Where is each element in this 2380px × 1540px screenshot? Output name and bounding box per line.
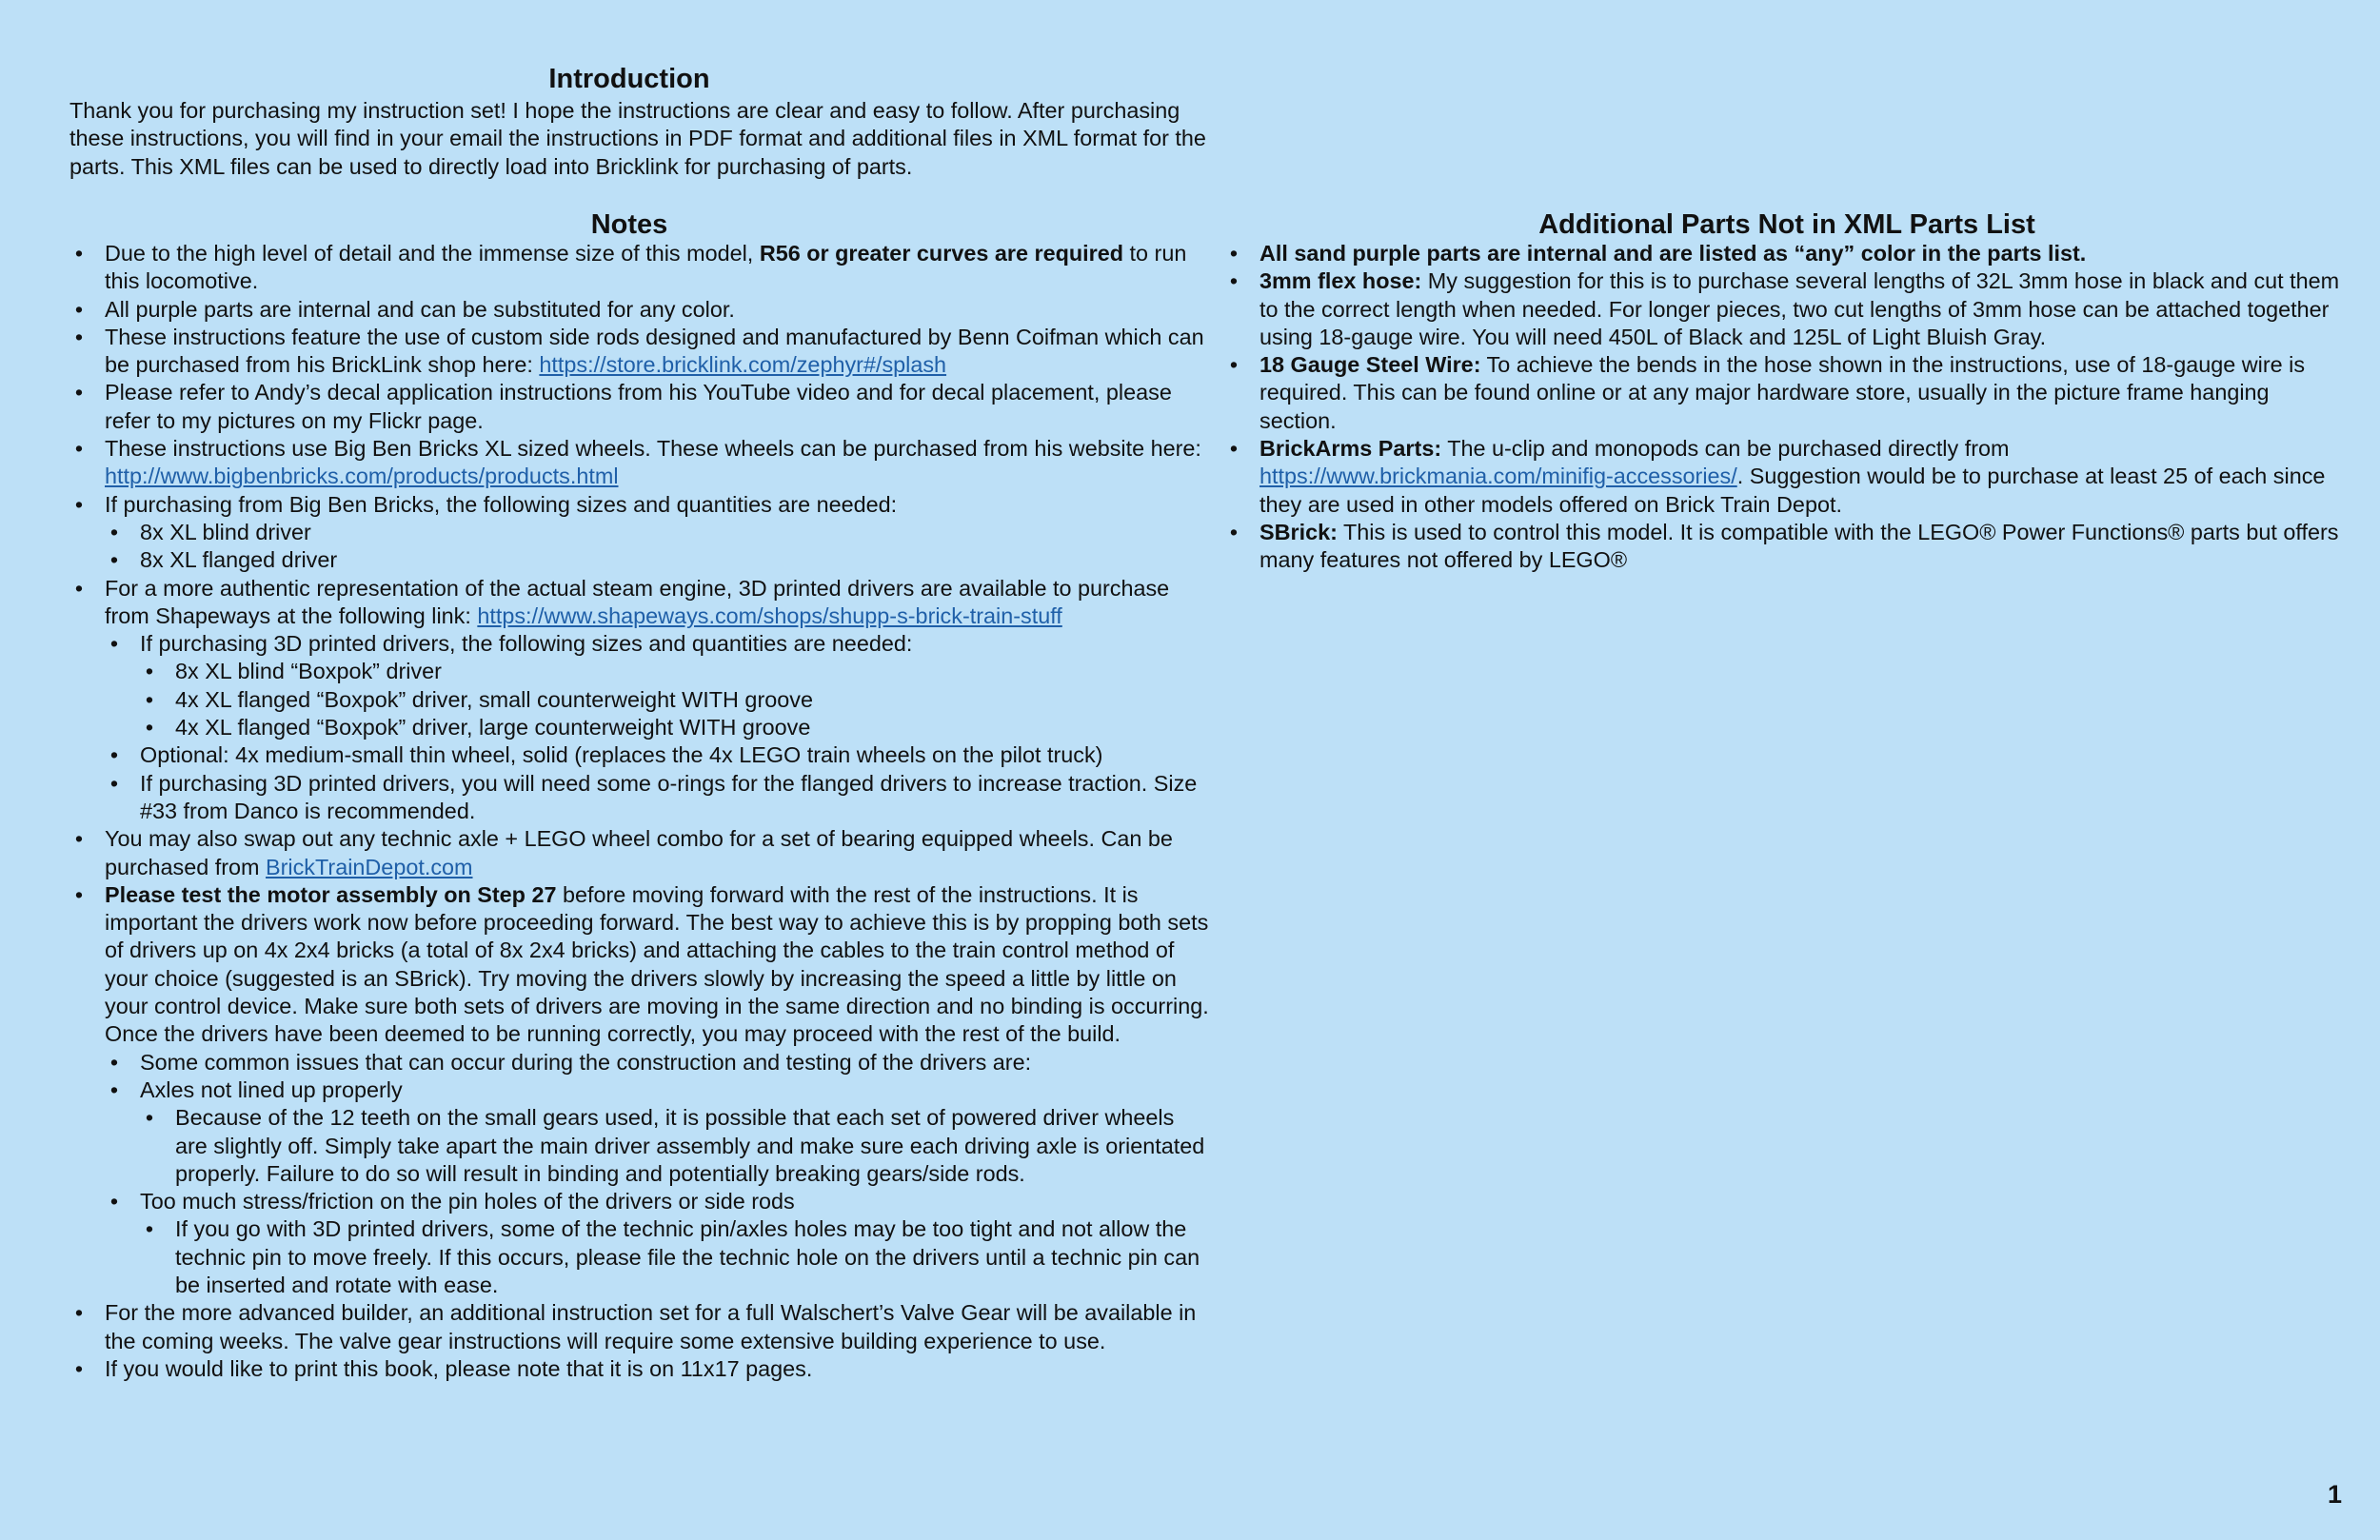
bullet: •: [109, 631, 119, 657]
bullet: •: [145, 1216, 154, 1242]
notes-list-item: [69, 240, 1212, 296]
intro-heading: Introduction: [548, 64, 710, 94]
notes-list-item: [69, 1104, 1212, 1188]
bullet: •: [1229, 352, 1239, 378]
bullet: •: [109, 519, 119, 544]
item-text: The u-clip and monopods can be purchased directly from: [1441, 436, 2010, 462]
item-text: If you would like to print this book, please note that it is on 11x17 pages.: [105, 1355, 813, 1381]
parts-list-item: [1224, 519, 2348, 575]
bullet: •: [1229, 268, 1239, 294]
notes-list-item: [69, 1049, 1212, 1076]
item-text: These instructions feature the use of custom side rods designed and manufactured by Benn Coifman which can be purchased from his BrickLink shop here:: [105, 324, 1204, 378]
bullet: •: [74, 491, 84, 517]
bold-lead: SBrick:: [1259, 519, 1338, 544]
item-text: 8x XL flanged driver: [140, 547, 338, 573]
intro-text: Thank you for purchasing my instruction set! I hope the instructions are clear and easy to follow. After purchasing these instructions, you will find in your email the instructions in PDF format and additional files in XML format for the parts. This XML files can be used to directly load into Bricklink for purchasing of parts.: [69, 98, 1206, 179]
item-text: to run this locomotive.: [105, 241, 1187, 294]
item-text: 4x XL flanged “Boxpok” driver, large counterweight WITH groove: [175, 715, 811, 740]
parts-list-item: [1224, 240, 2348, 267]
notes-list-item: [69, 519, 1212, 546]
notes-list-item: [69, 435, 1212, 491]
bold-lead: 18 Gauge Steel Wire:: [1259, 352, 1481, 378]
bullet: •: [109, 547, 119, 573]
item-text: This is used to control this model. It is compatible with the LEGO® Power Functions® parts but offers many features not offered by LEGO®: [1259, 519, 2339, 573]
bullet: •: [74, 881, 84, 907]
item-text: To achieve the bends in the hose shown in the instructions, use of 18-gauge wire is required. This can be found online or at any major hardware store, usually in the picture frame hanging section.: [1259, 352, 2306, 433]
bullet: •: [74, 324, 84, 349]
item-link[interactable]: https://www.shapeways.com/shops/shupp-s-brick-train-stuff: [477, 602, 1062, 628]
bullet: •: [145, 715, 154, 740]
item-link[interactable]: BrickTrainDepot.com: [266, 854, 473, 879]
item-link[interactable]: http://www.bigbenbricks.com/products/products.html: [105, 464, 619, 489]
bold-lead: All sand purple parts are internal and are listed as “any” color in the parts list.: [1259, 241, 2087, 266]
item-text: Too much stress/friction on the pin holes of the drivers or side rods: [140, 1189, 795, 1214]
item-text: For the more advanced builder, an additional instruction set for a full Walschert’s Valve Gear will be available in the coming weeks. The valve gear instructions will require some extensive building experience to use.: [105, 1300, 1197, 1353]
item-text: Optional: 4x medium-small thin wheel, solid (replaces the 4x LEGO train wheels on the pilot truck): [140, 742, 1103, 768]
notes-list-item: [69, 546, 1212, 574]
item-text: These instructions use Big Ben Bricks XL sized wheels. These wheels can be purchased from his website here:: [105, 436, 1201, 462]
item-link[interactable]: https://www.brickmania.com/minifig-accessories/: [1259, 464, 1737, 489]
parts-list-item: [1224, 351, 2348, 435]
item-text: If purchasing 3D printed drivers, you will need some o-rings for the flanged drivers to increase traction. Size #33 from Danco is recommended.: [140, 770, 1198, 823]
notes-list-item: [69, 658, 1212, 685]
item-text: Axles not lined up properly: [140, 1076, 403, 1102]
bullet: •: [74, 436, 84, 462]
notes-list-item: [69, 714, 1212, 741]
item-text: If purchasing from Big Ben Bricks, the following sizes and quantities are needed:: [105, 491, 898, 517]
notes-list-item: [69, 575, 1212, 631]
bullet: •: [1229, 436, 1239, 462]
item-text: Some common issues that can occur during the construction and testing of the drivers are:: [140, 1049, 1032, 1075]
notes-list-item: [69, 379, 1212, 435]
item-text: 8x XL blind driver: [140, 519, 311, 544]
notes-list-item: [69, 1076, 1212, 1104]
notes-list-item: [69, 1215, 1212, 1299]
notes-list-item: [69, 1299, 1212, 1355]
item-link[interactable]: https://store.bricklink.com/zephyr#/splash: [539, 352, 947, 378]
notes-list-item: [69, 686, 1212, 714]
item-text: All purple parts are internal and can be substituted for any color.: [105, 296, 735, 322]
bullet: •: [74, 241, 84, 266]
item-text: My suggestion for this is to purchase several lengths of 32L 3mm hose in black and cut them to the correct length when needed. For longer pieces, two cut lengths of 3mm hose can be attached together using 18-gauge wire. You will need 450L of Black and 125L of Light Bluish Gray.: [1259, 268, 2340, 349]
item-text: For a more authentic representation of the actual steam engine, 3D printed drivers are available to purchase from Shapeways at the following link:: [105, 575, 1170, 628]
item-text: 4x XL flanged “Boxpok” driver, small counterweight WITH groove: [175, 686, 813, 712]
notes-list-item: [69, 324, 1212, 380]
bullet: •: [74, 575, 84, 601]
page-number: 1: [2327, 1480, 2342, 1509]
item-text: . Suggestion would be to purchase at least 25 of each since they are used in other models offered on Brick Train Depot.: [1259, 464, 2326, 517]
bold-text: R56 or greater curves are required: [759, 241, 1124, 266]
notes-list-item: [69, 881, 1212, 1049]
item-text: If you go with 3D printed drivers, some of the technic pin/axles holes may be too tight and not allow the technic pin to move freely. If this occurs, please file the technic hole on the drivers until a technic pin can be inserted and rotate with ease.: [175, 1216, 1200, 1297]
notes-list-item: [69, 825, 1212, 881]
item-text: Because of the 12 teeth on the small gears used, it is possible that each set of powered driver wheels are slightly off. Simply take apart the main driver assembly and make sure each driving axle is orientated properly. Failure to do so will result in binding and potentially breaking gears/side rods.: [175, 1105, 1205, 1186]
parts-list-item: [1224, 435, 2348, 519]
bullet: •: [109, 1189, 119, 1214]
item-text: If purchasing 3D printed drivers, the following sizes and quantities are needed:: [140, 631, 913, 657]
item-text: Due to the high level of detail and the immense size of this model,: [105, 241, 760, 266]
bullet: •: [109, 742, 119, 768]
bullet: •: [74, 1300, 84, 1326]
bullet: •: [145, 686, 154, 712]
bold-lead: 3mm flex hose:: [1259, 268, 1422, 294]
parts-list-item: [1224, 267, 2348, 351]
notes-list-item: [69, 296, 1212, 324]
notes-list-item: [69, 741, 1212, 769]
additional-parts-list: [1224, 240, 2348, 575]
bullet: •: [74, 826, 84, 852]
item-text: 8x XL blind “Boxpok” driver: [175, 659, 442, 684]
bullet: •: [74, 1355, 84, 1381]
notes-list-item: [69, 770, 1212, 826]
bullet: •: [109, 1076, 119, 1102]
bullet: •: [74, 380, 84, 405]
bullet: •: [1229, 241, 1239, 266]
parts-heading: Additional Parts Not in XML Parts List: [1538, 209, 2035, 240]
item-text: You may also swap out any technic axle + LEGO wheel combo for a set of bearing equipped wheels. Can be purchased from: [105, 826, 1173, 879]
notes-list: [69, 240, 1212, 1383]
bullet: •: [145, 659, 154, 684]
bullet: •: [109, 1049, 119, 1075]
notes-list-item: [69, 1355, 1212, 1383]
bullet: •: [109, 770, 119, 796]
item-text: Please refer to Andy’s decal application instructions from his YouTube video and for decal placement, please refer to my pictures on my Flickr page.: [105, 380, 1172, 433]
bullet: •: [74, 296, 84, 322]
bullet: •: [145, 1105, 154, 1131]
notes-list-item: [69, 1188, 1212, 1215]
bold-lead: BrickArms Parts:: [1259, 436, 1442, 462]
bold-lead: Please test the motor assembly on Step 27: [105, 881, 557, 907]
bullet: •: [1229, 519, 1239, 544]
notes-list-item: [69, 491, 1212, 519]
notes-heading: Notes: [590, 209, 668, 240]
item-text: before moving forward with the rest of the instructions. It is important the drivers work now before proceeding forward. The best way to achieve this is by propping both sets of drivers up on 4x 2x4 bricks (a total of 8x 2x4 bricks) and attaching the cables to the train control method of your choice (suggested is an SBrick). Try moving the drivers slowly by increasing the speed a little by little on your control device. Make sure both sets of drivers are moving in the same direction and no binding is occurring. Once the drivers have been deemed to be running correctly, you may proceed with the rest of the build.: [105, 881, 1209, 1047]
notes-list-item: [69, 630, 1212, 658]
